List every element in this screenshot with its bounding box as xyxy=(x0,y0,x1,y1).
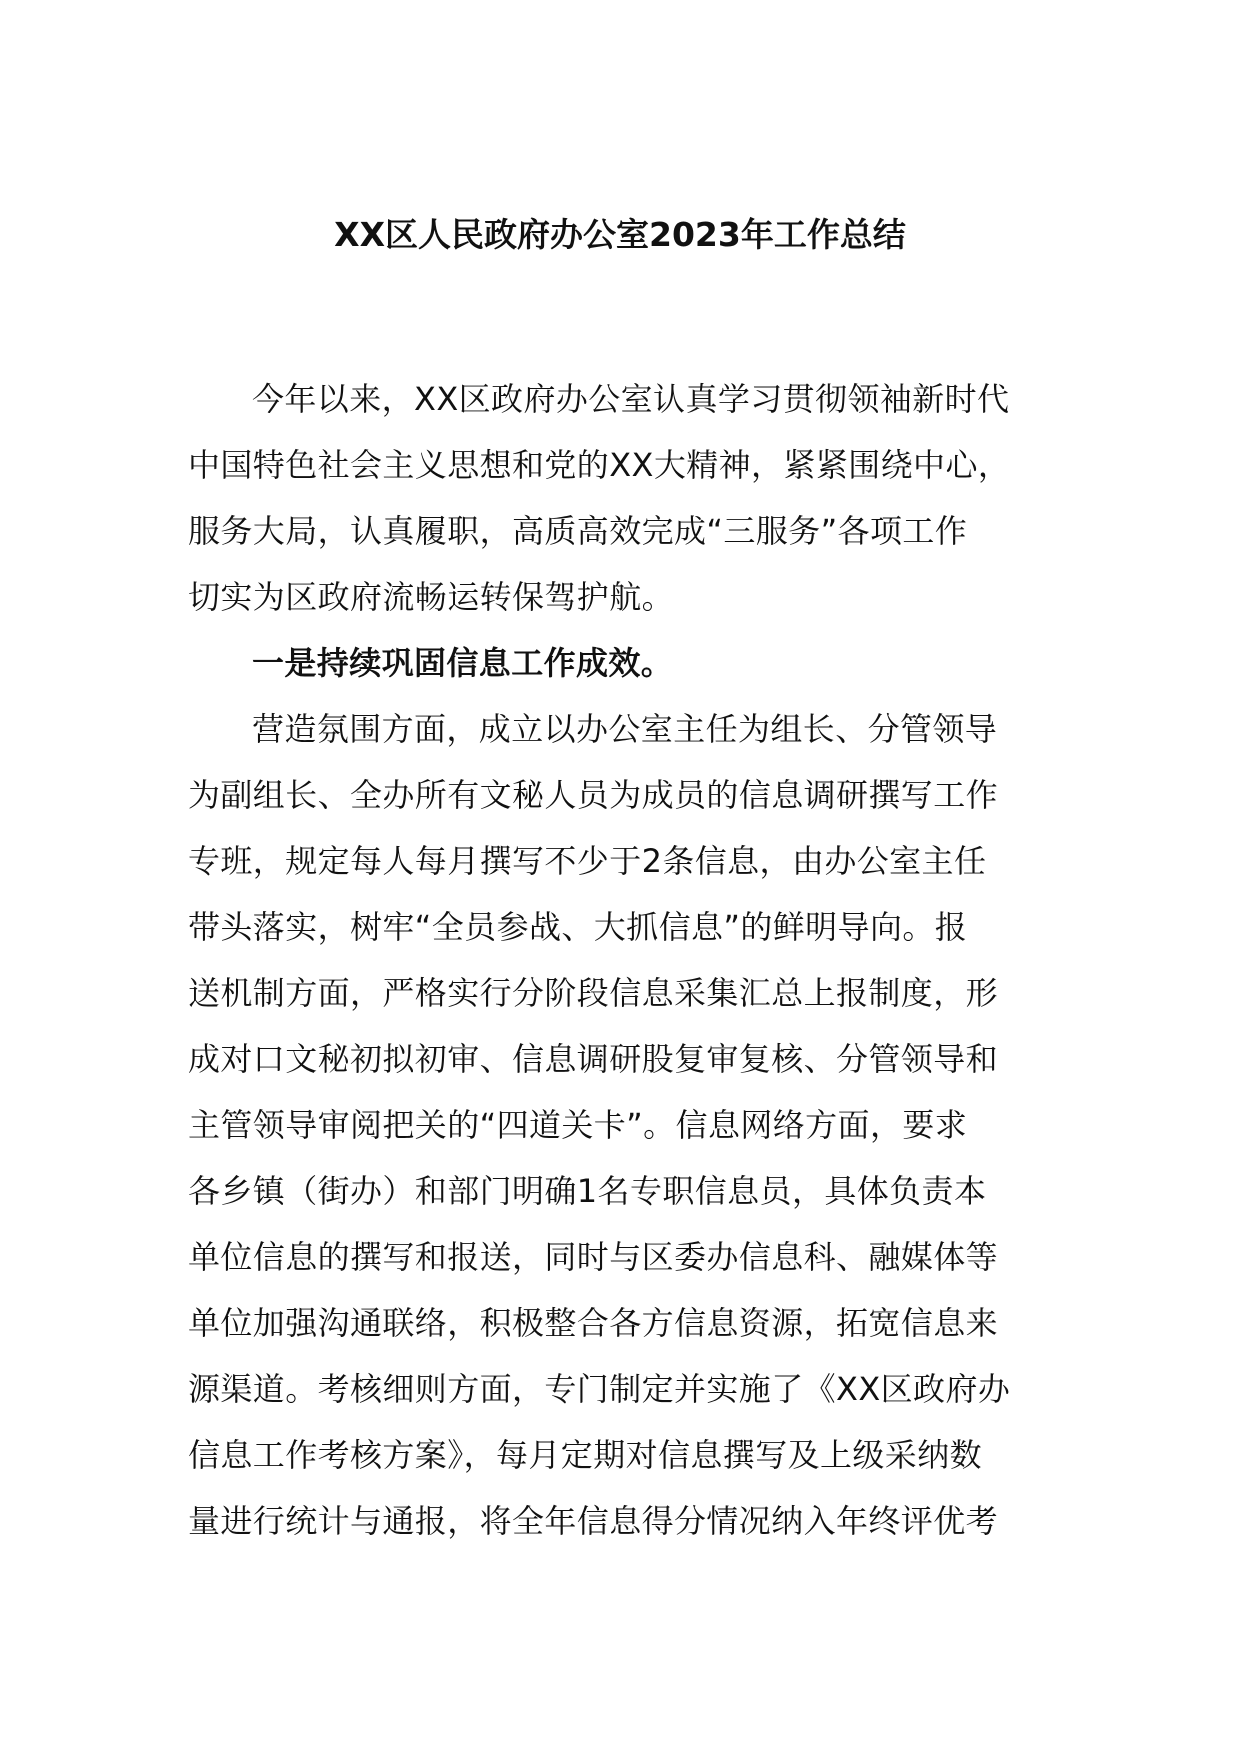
text-line: 成对口文秘初拟初审、信息调研股复审复核、分管领导和 xyxy=(188,1040,999,1078)
text-line: 单位加强沟通联络，积极整合各方信息资源，拓宽信息来 xyxy=(188,1304,999,1342)
text-line: 服务大局，认真履职，高质高效完成“三服务”各项工作 xyxy=(188,512,968,550)
text-line: 信息工作考核方案》，每月定期对信息撰写及上级采纳数 xyxy=(188,1436,983,1474)
text-line: 量进行统计与通报，将全年信息得分情况纳入年终评优考 xyxy=(188,1502,999,1540)
text-line: 主管领导审阅把关的“四道关卡”。信息网络方面，要求 xyxy=(188,1106,968,1144)
text-line: 单位信息的撰写和报送，同时与区委办信息科、融媒体等 xyxy=(188,1238,999,1276)
text-line: 中国特色社会主义思想和党的XX大精神，紧紧围绕中心， xyxy=(188,446,1011,484)
intro-paragraph xyxy=(188,366,1068,630)
section-paragraph xyxy=(188,696,1068,1554)
section-heading: 一是持续巩固信息工作成效。 xyxy=(252,644,674,682)
text-line: 切实为区政府流畅运转保驾护航。 xyxy=(188,578,675,616)
text-line: 今年以来，XX区政府办公室认真学习贯彻领袖新时代 xyxy=(252,380,1010,418)
document-body xyxy=(188,366,1068,1554)
text-line: 送机制方面，严格实行分阶段信息采集汇总上报制度，形 xyxy=(188,974,999,1012)
text-line: 带头落实，树牢“全员参战、大抓信息”的鲜明导向。报 xyxy=(188,908,968,946)
text-line: 各乡镇（街办）和部门明确1名专职信息员，具体负责本 xyxy=(188,1172,987,1210)
text-line: 为副组长、全办所有文秘人员为成员的信息调研撰写工作 xyxy=(188,776,999,814)
text-line: 专班，规定每人每月撰写不少于2条信息，由办公室主任 xyxy=(188,842,987,880)
text-line: 营造氛围方面，成立以办公室主任为组长、分管领导 xyxy=(252,710,998,748)
document-title: XX区人民政府办公室2023年工作总结 xyxy=(334,215,906,254)
text-line: 源渠道。考核细则方面，专门制定并实施了《XX区政府办 xyxy=(188,1370,1011,1408)
